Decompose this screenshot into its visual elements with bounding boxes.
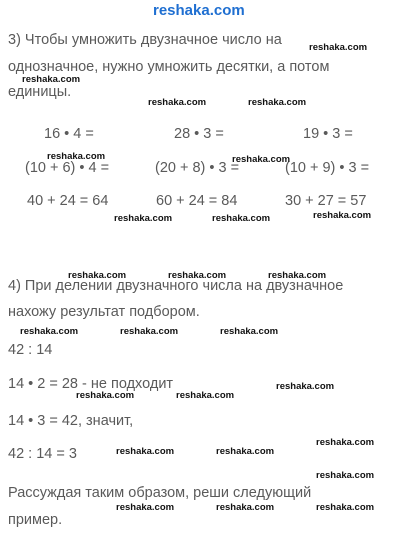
watermark: reshaka.com <box>114 213 173 224</box>
division-step2: 14 • 2 = 28 - не подходит <box>8 376 174 392</box>
watermark: reshaka.com <box>116 446 175 457</box>
watermark: reshaka.com <box>148 97 207 108</box>
watermark: reshaka.com <box>116 502 175 513</box>
watermark: reshaka.com <box>216 502 275 513</box>
watermark: reshaka.com <box>316 502 375 513</box>
equation-r3-c3: 30 + 27 = 57 <box>285 193 367 209</box>
equation-r2-c2: (20 + 8) • 3 = <box>155 160 240 176</box>
division-step1: 42 : 14 <box>8 342 53 358</box>
outro-line1: Рассуждая таким образом, реши следующий <box>8 485 312 501</box>
watermark: reshaka.com <box>47 151 106 162</box>
watermark: reshaka.com <box>232 154 291 165</box>
outro-line2: пример. <box>8 512 63 528</box>
watermark: reshaka.com <box>22 74 81 85</box>
equation-r1-c2: 28 • 3 = <box>174 126 224 142</box>
watermark: reshaka.com <box>316 470 375 481</box>
equation-r2-c1: (10 + 6) • 4 = <box>25 160 110 176</box>
watermark: reshaka.com <box>68 270 127 281</box>
watermark: reshaka.com <box>316 437 375 448</box>
watermark: reshaka.com <box>248 97 307 108</box>
site-brand[interactable]: reshaka.com <box>153 2 245 19</box>
watermark: reshaka.com <box>120 326 179 337</box>
equation-r3-c2: 60 + 24 = 84 <box>156 193 238 209</box>
watermark: reshaka.com <box>168 270 227 281</box>
watermark: reshaka.com <box>216 446 275 457</box>
section4-line2: нахожу результат подбором. <box>8 304 200 320</box>
division-step4: 42 : 14 = 3 <box>8 446 77 462</box>
section3-line1: 3) Чтобы умножить двузначное число на <box>8 32 282 48</box>
watermark: reshaka.com <box>76 390 135 401</box>
equation-r1-c1: 16 • 4 = <box>44 126 94 142</box>
section3-line3: единицы. <box>8 84 72 100</box>
equation-r1-c3: 19 • 3 = <box>303 126 353 142</box>
watermark: reshaka.com <box>309 42 368 53</box>
watermark: reshaka.com <box>212 213 271 224</box>
watermark: reshaka.com <box>220 326 279 337</box>
watermark: reshaka.com <box>313 210 372 221</box>
section3-line2: однозначное, нужно умножить десятки, а потом <box>8 59 330 75</box>
watermark: reshaka.com <box>176 390 235 401</box>
section4-line1: 4) При делении двузначного числа на двузначное <box>8 278 344 294</box>
watermark: reshaka.com <box>268 270 327 281</box>
division-step3: 14 • 3 = 42, значит, <box>8 413 134 429</box>
watermark: reshaka.com <box>20 326 79 337</box>
equation-r3-c1: 40 + 24 = 64 <box>27 193 109 209</box>
equation-r2-c3: (10 + 9) • 3 = <box>285 160 370 176</box>
watermark: reshaka.com <box>276 381 335 392</box>
